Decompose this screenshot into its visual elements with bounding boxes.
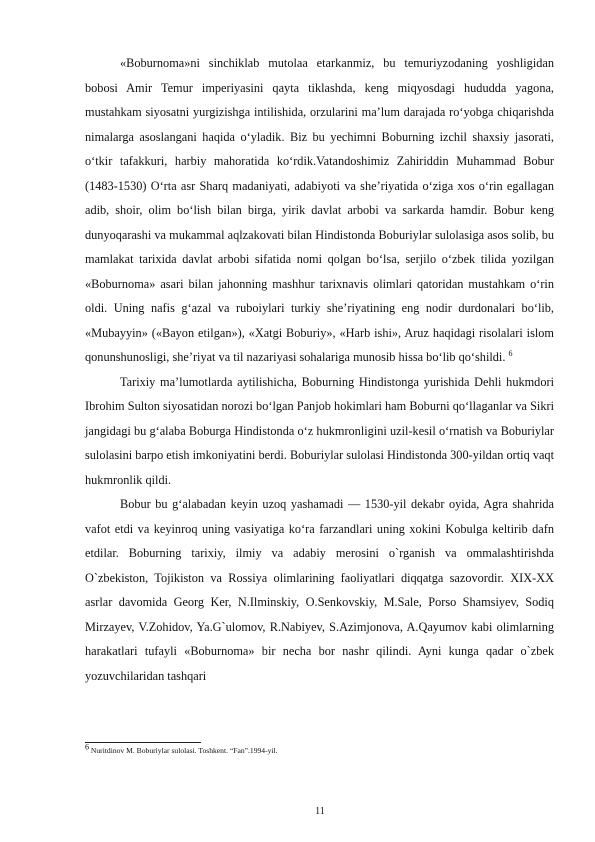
paragraph-2: Tarixiy maʼlumotlarda aytilishicha, Boburning Hindistonga yurishida Dehli hukmdori Ibrohim Sulton siyosatidan norozi boʻlgan Panjob hokimlari ham Boburni qoʻllaganlar va Sikri jangidagi bu gʻalaba Boburga Hindistonda oʻz hukmronligini uzil-kesil oʻrnatish va Boburiylar sulolasini barpo etish imkoniyatini berdi. Boburiylar sulolasi Hindistonda 300-yildan ortiq vaqt hukmronlik qildi.: [85, 374, 554, 487]
footnote-reference[interactable]: 6: [508, 348, 513, 358]
footnote: [85, 742, 554, 756]
page-number: 11: [315, 806, 325, 817]
paragraph-3: Bobur bu gʻalabadan keyin uzoq yashamadi — 1530-yil dekabr oyida, Agra shahrida vafot etdi va keyinroq uning vasiyatiga koʻra farzandlari uning xokini Kobulga keltirib dafn etdilar. Boburning tarixiy, ilmiy va adabiy merosini o`rganish va ommalashtirishda O`zbekiston, Tojikiston va Rossiya olimlarining faoliyatlari diqqatga sazovordir. XIX-XX asrlar davomida Georg Ker, N.Ilminskiy, O.Senkovskiy, M.Sale, Porso Shamsiyev, Sodiq Mirzayev, V.Zohidov, Ya.G`ulomov, R.Nabiyev, S.Azimjonova, A.Qayumov kabi olimlarning harakatlari tufayli «Boburnoma» bir necha bor nashr qilindi. Ayni kunga qadar o`zbek yozuvchilaridan tashqari: [85, 497, 554, 683]
body-text: [85, 51, 554, 688]
footnote-marker: 6: [85, 742, 89, 752]
footnote-separator: [85, 742, 201, 743]
paragraph-1: [85, 51, 554, 370]
paragraph-1-text: «Boburnoma»ni sinchiklab mutolaa etarkanmiz, bu temuriyzodaning yoshligidan bobosi Amir Temur imperiyasini qayta tiklashda, keng miqyosdagi hududda yagona, mustahkam siyosatni yurgizishga intilishida, orzularini maʼlum darajada roʻyobga chiqarishda nimalarga asoslangani haqida oʻyladik. Biz bu yechimni Boburning izchil shaxsiy jasorati, oʻtkir tafakkuri, harbiy mahoratida koʻrdik.Vatandoshimiz Zahiriddin Muhammad Bobur (1483-1530) Oʻrta asr Sharq madaniyati, adabiyoti va sheʼriyatida oʻziga xos oʻrin egallagan adib, shoir, olim boʻlish bilan birga, yirik davlat arbobi va sarkarda hamdir. Bobur keng dunyoqarashi va mukammal aqlzakovati bilan Hindistonda Boburiylar sulolasiga asos solib, bu mamlakat tarixida davlat arbobi sifatida nomi qolgan boʻlsa, serjilo oʻzbek tilida yozilgan «Boburnoma» asari bilan jahonning mashhur tarixnavis olimlari qatoridan mustahkam oʻrin oldi. Uning nafis gʻazal va ruboiylari turkiy sheʼriyatining eng nodir durdonalari boʻlib, «Mubayyin» («Bayon etilgan»), «Xatgi Boburiy», «Harb ishi», Aruz haqidagi risolalari islom qonunshunosligi, sheʼriyat va til nazariyasi sohalariga munosib hissa boʻlib qoʻshildi.: [85, 56, 554, 364]
footnote-text: Nuritdinov M. Boburiylar sulolasi. Toshkent. “Fan”.1994-yil.: [90, 746, 278, 755]
